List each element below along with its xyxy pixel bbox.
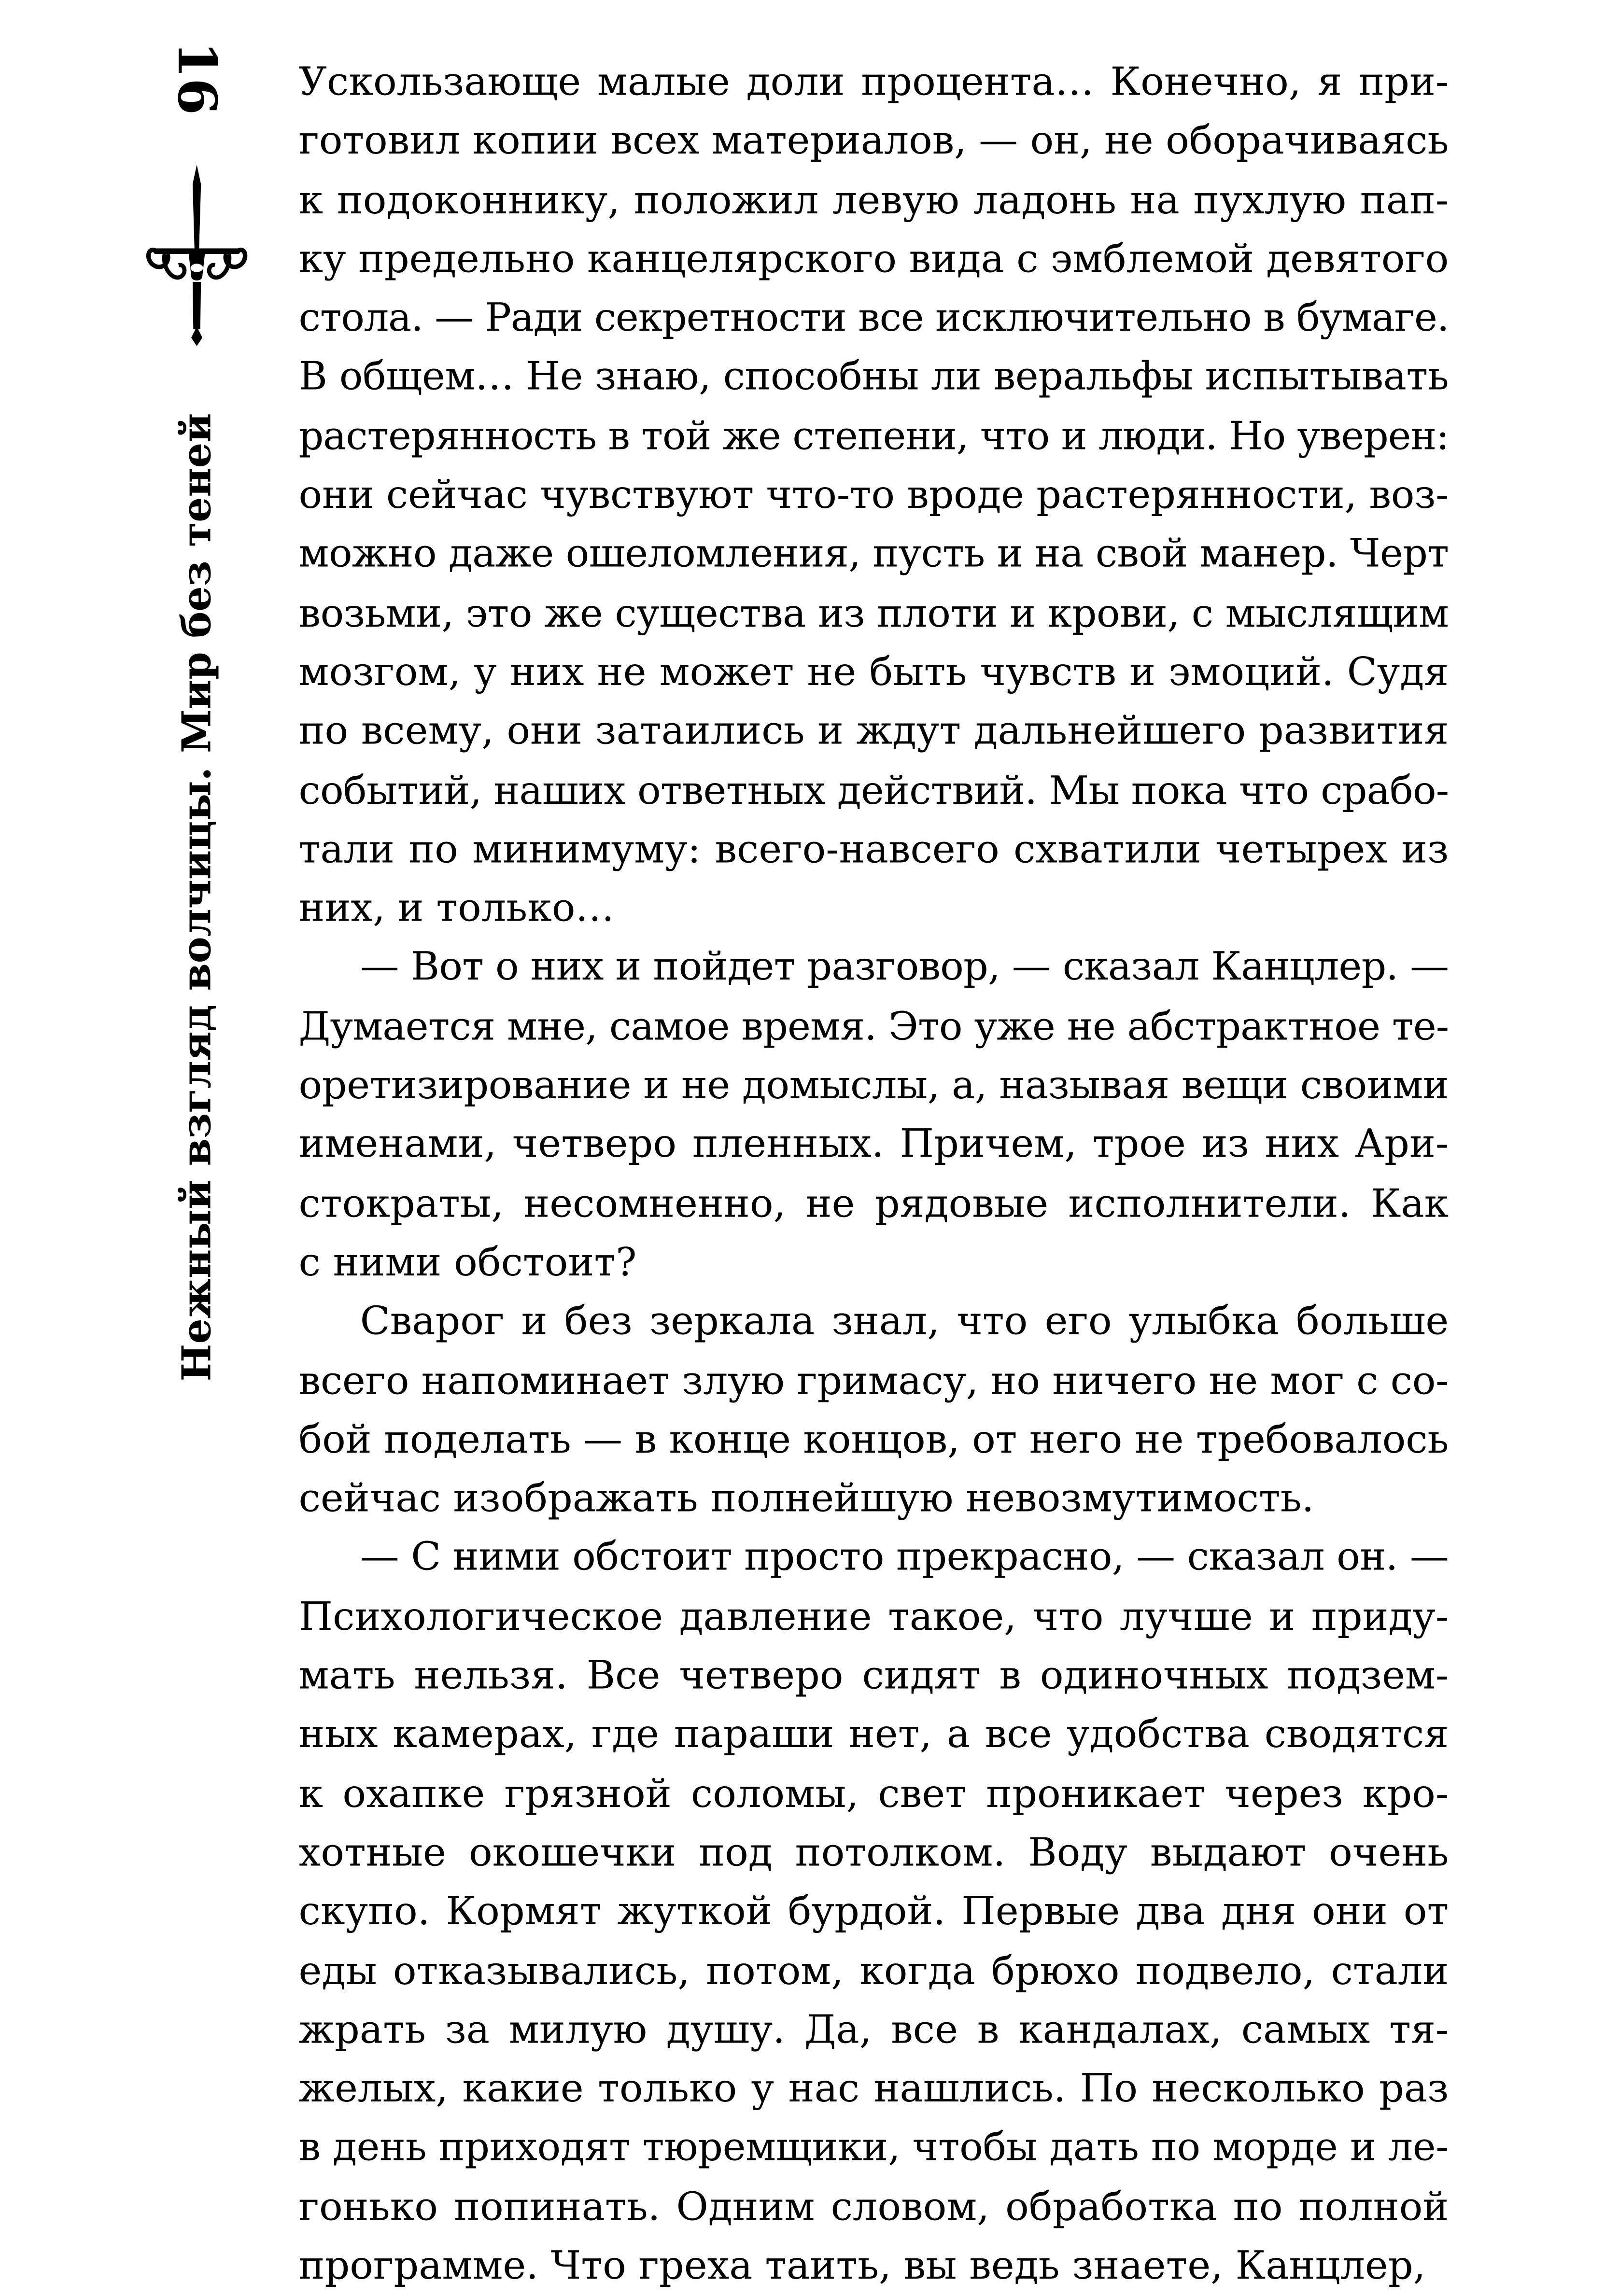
text-line: готовил копии всех материалов, — он, не оборачиваясь xyxy=(298,117,1449,164)
text-line: сейчас изображать полнейшую невозмутимость. xyxy=(298,1475,1314,1521)
text-line: растерянность в той же степени, что и люди. Но уверен: xyxy=(298,412,1449,459)
text-line: ных камерах, где параши нет, а все удобства сводятся xyxy=(298,1711,1449,1757)
text-line: жрать за милую душу. Да, все в кандалах, самых тя- xyxy=(298,2006,1449,2053)
text-line: именами, четверо пленных. Причем, трое из них Ари- xyxy=(298,1121,1449,1167)
text-line: бой поделать — в конце концов, от него не требовалось xyxy=(298,1416,1449,1462)
text-line: по всему, они затаились и ждут дальнейшего развития xyxy=(298,708,1449,754)
text-line: в день приходят тюремщики, чтобы дать по морде и ле- xyxy=(298,2124,1449,2170)
text-line: Сварог и без зеркала знал, что его улыбка больше xyxy=(360,1298,1449,1344)
text-line: мать нельзя. Все четверо сидят в одиночных подзем- xyxy=(298,1652,1449,1698)
text-line: Психологическое давление такое, что лучше и приду- xyxy=(298,1593,1449,1639)
text-line: тали по минимуму: всего-навсего схватили четырех из xyxy=(298,826,1449,872)
text-line: еды отказывались, потом, когда брюхо подвело, стали xyxy=(298,1947,1449,1993)
text-line: мозгом, у них не может не быть чувств и эмоций. Судя xyxy=(298,648,1449,695)
text-line: к подоконнику, положил левую ладонь на пухлую пап- xyxy=(298,176,1449,223)
text-line: к охапке грязной соломы, свет проникает через кро- xyxy=(298,1770,1449,1817)
paragraph xyxy=(299,1528,1449,2296)
dagger-icon xyxy=(145,165,249,346)
text-line: них, и только… xyxy=(298,884,615,931)
text-line: оретизирование и не домыслы, а, называя вещи своими xyxy=(298,1062,1449,1108)
text-line: Ускользающе малые доли процента… Конечно, я при- xyxy=(298,58,1449,105)
text-line: они сейчас чувствуют что-то вроде растерянности, воз- xyxy=(298,472,1449,518)
text-line: стола. — Ради секретности все исключительно в бумаге. xyxy=(298,294,1449,341)
paragraph xyxy=(299,938,1449,1293)
page-number: 16 xyxy=(166,41,229,115)
text-line: скупо. Кормят жуткой бурдой. Первые два дня они от xyxy=(298,1888,1449,1934)
paragraph xyxy=(299,53,1449,938)
text-line: программе. Что греха таить, вы ведь знаете, Канцлер, xyxy=(298,2242,1426,2289)
text-line: событий, наших ответных действий. Мы пока что срабо- xyxy=(298,767,1449,813)
text-line: — С ними обстоит просто прекрасно, — сказал он. — xyxy=(360,1534,1449,1581)
running-title: Нежный взгляд волчицы. Мир без теней xyxy=(172,413,220,1382)
paragraph xyxy=(299,1292,1449,1528)
text-line: желых, какие только у нас нашлись. По несколько раз xyxy=(298,2065,1449,2112)
text-line: ку предельно канцелярского вида с эмблемой девятого xyxy=(298,236,1449,282)
text-line: Думается мне, самое время. Это уже не абстрактное те- xyxy=(298,1003,1449,1049)
body-text xyxy=(299,53,1449,2296)
text-line: с ними обстоит? xyxy=(298,1239,637,1285)
text-line: В общем… Не знаю, способны ли веральфы испытывать xyxy=(298,353,1449,400)
text-line: можно даже ошеломления, пусть и на свой манер. Черт xyxy=(298,531,1449,577)
text-line: хотные окошечки под потолком. Воду выдают очень xyxy=(298,1829,1449,1876)
text-line: гонько попинать. Одним словом, обработка по полной xyxy=(298,2183,1449,2230)
text-line: — Вот о них и пойдет разговор, — сказал Канцлер. — xyxy=(360,944,1449,990)
text-line: стократы, несомненно, не рядовые исполнители. Как xyxy=(298,1180,1449,1226)
text-line: возьми, это же существа из плоти и крови, с мыслящим xyxy=(298,589,1449,636)
text-line: всего напоминает злую гримасу, но ничего не мог с со- xyxy=(298,1357,1449,1403)
